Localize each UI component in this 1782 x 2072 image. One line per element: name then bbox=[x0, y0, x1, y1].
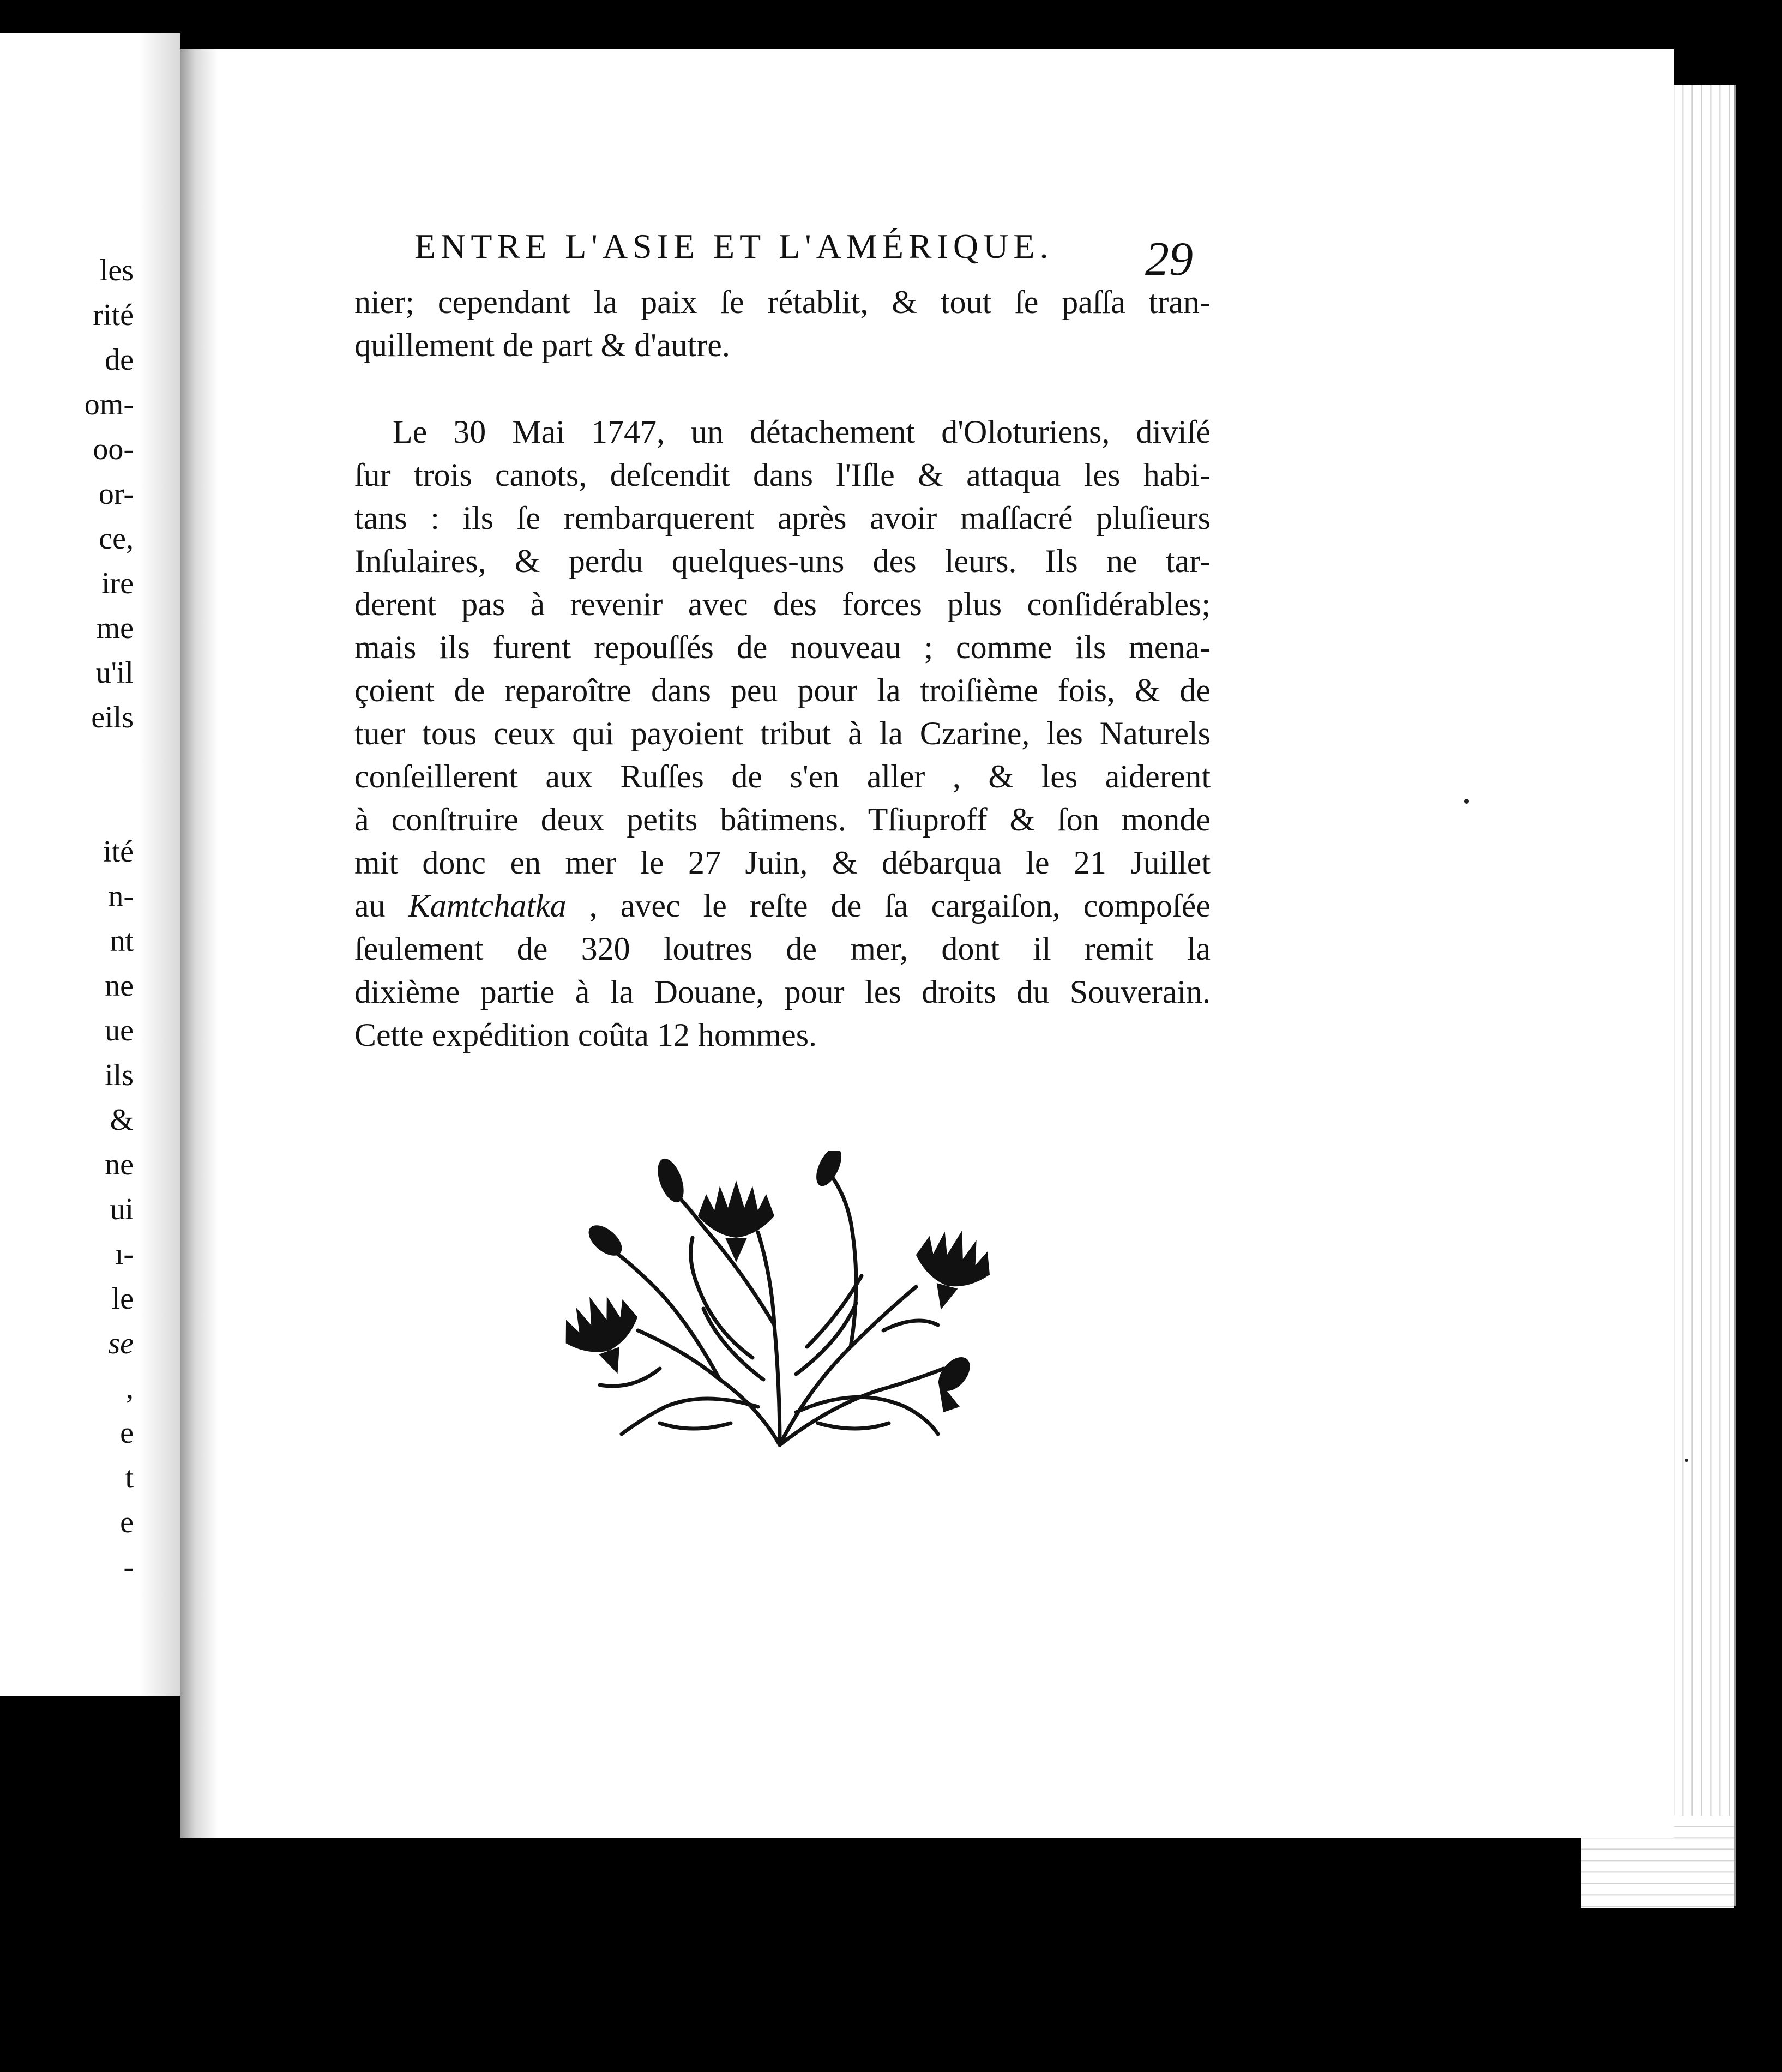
text-line: conſeillerent aux Ruſſes de s'en aller , & les aiderent bbox=[354, 758, 1211, 794]
carnation-floral-ornament-icon bbox=[523, 1151, 1036, 1456]
left-fragment: eils bbox=[91, 701, 134, 734]
text-line: tuer tous ceux qui payoient tribut à la Czarine, les Naturels bbox=[354, 715, 1211, 751]
text-line: tans : ils ſe rembarquerent après avoir maſſacré pluſieurs bbox=[354, 500, 1211, 536]
italic-place-name: Kamtchatka bbox=[408, 888, 567, 924]
left-fragment: se bbox=[108, 1327, 134, 1360]
text-line: çoient de reparoître dans peu pour la troiſième fois, & de bbox=[354, 672, 1211, 708]
left-fragment: rité bbox=[93, 298, 134, 332]
text-line: ſur trois canots, deſcendit dans l'Iſle & attaqua les habi- bbox=[354, 457, 1211, 493]
text-line: derent pas à revenir avec des forces plus conſidérables; bbox=[354, 586, 1211, 622]
text-line: ſeulement de 320 loutres de mer, dont il remit la bbox=[354, 931, 1211, 967]
text-line: mit donc en mer le 27 Juin, & débarqua le 21 Juillet bbox=[354, 845, 1211, 881]
text-line: Cette expédition coûta 12 hommes. bbox=[354, 1017, 817, 1053]
scan-speck bbox=[1685, 1459, 1688, 1462]
running-head: ENTRE L'ASIE ET L'AMÉRIQUE. bbox=[414, 227, 1053, 266]
left-fragment: ı- bbox=[115, 1237, 134, 1271]
text-line: mais ils furent repouſſés de nouveau ; comme ils mena- bbox=[354, 629, 1211, 665]
text-line: à conſtruire deux petits bâtimens. Tſiuproff & ſon monde bbox=[354, 802, 1211, 838]
text-line: Le 30 Mai 1747, un détachement d'Oloturiens, diviſé bbox=[393, 414, 1211, 450]
left-fragment: n- bbox=[108, 880, 134, 913]
left-fragment: e bbox=[120, 1416, 134, 1450]
text-line-with-italic bbox=[354, 884, 1211, 927]
left-fragment: t bbox=[125, 1461, 134, 1495]
paragraph-gap bbox=[354, 367, 1211, 411]
line-suffix: , avec le reſte de ſa cargaiſon, compoſée bbox=[566, 888, 1211, 924]
left-fragment: le bbox=[111, 1282, 134, 1316]
left-fragment: om- bbox=[84, 388, 134, 421]
left-fragment: or- bbox=[98, 477, 134, 511]
left-fragment: , bbox=[126, 1371, 134, 1405]
left-gutter-shadow bbox=[139, 33, 180, 1696]
text-line: dixième partie à la Douane, pour les droits du Souverain. bbox=[354, 974, 1211, 1010]
left-fragment: ire bbox=[101, 567, 134, 600]
left-fragment: ce, bbox=[99, 522, 134, 556]
left-fragment: de bbox=[105, 343, 134, 377]
left-fragment: e bbox=[120, 1505, 134, 1539]
left-fragment: oo- bbox=[93, 432, 134, 466]
left-fragment: ne bbox=[105, 969, 134, 1003]
scan-speck bbox=[1464, 799, 1469, 804]
text-line: Inſulaires, & perdu quelques-uns des leurs. Ils ne tar- bbox=[354, 543, 1211, 579]
left-fragment-gap bbox=[85, 740, 134, 829]
body-text bbox=[354, 281, 1211, 1057]
left-fragment: u'il bbox=[95, 656, 134, 690]
left-page-text-fragments bbox=[85, 248, 134, 1589]
left-fragment: ui bbox=[110, 1192, 134, 1226]
left-fragment: me bbox=[96, 611, 134, 645]
line-prefix: au bbox=[354, 888, 408, 924]
text-line: quillement de part & d'autre. bbox=[354, 327, 730, 363]
left-fragment: nt bbox=[110, 924, 134, 958]
left-fragment: ue bbox=[105, 1014, 134, 1047]
left-fragment: ité bbox=[103, 835, 134, 869]
left-page bbox=[0, 33, 180, 1696]
left-fragment: ne bbox=[105, 1148, 134, 1182]
text-line: nier; cependant la paix ſe rétablit, & tout ſe paſſa tran- bbox=[354, 284, 1211, 320]
gutter-shadow bbox=[180, 49, 218, 1838]
left-fragment: les bbox=[99, 254, 134, 287]
left-fragment: - bbox=[123, 1550, 134, 1584]
page-number: 29 bbox=[1145, 233, 1193, 286]
left-fragment: & bbox=[110, 1103, 134, 1137]
left-fragment: ils bbox=[105, 1058, 134, 1092]
